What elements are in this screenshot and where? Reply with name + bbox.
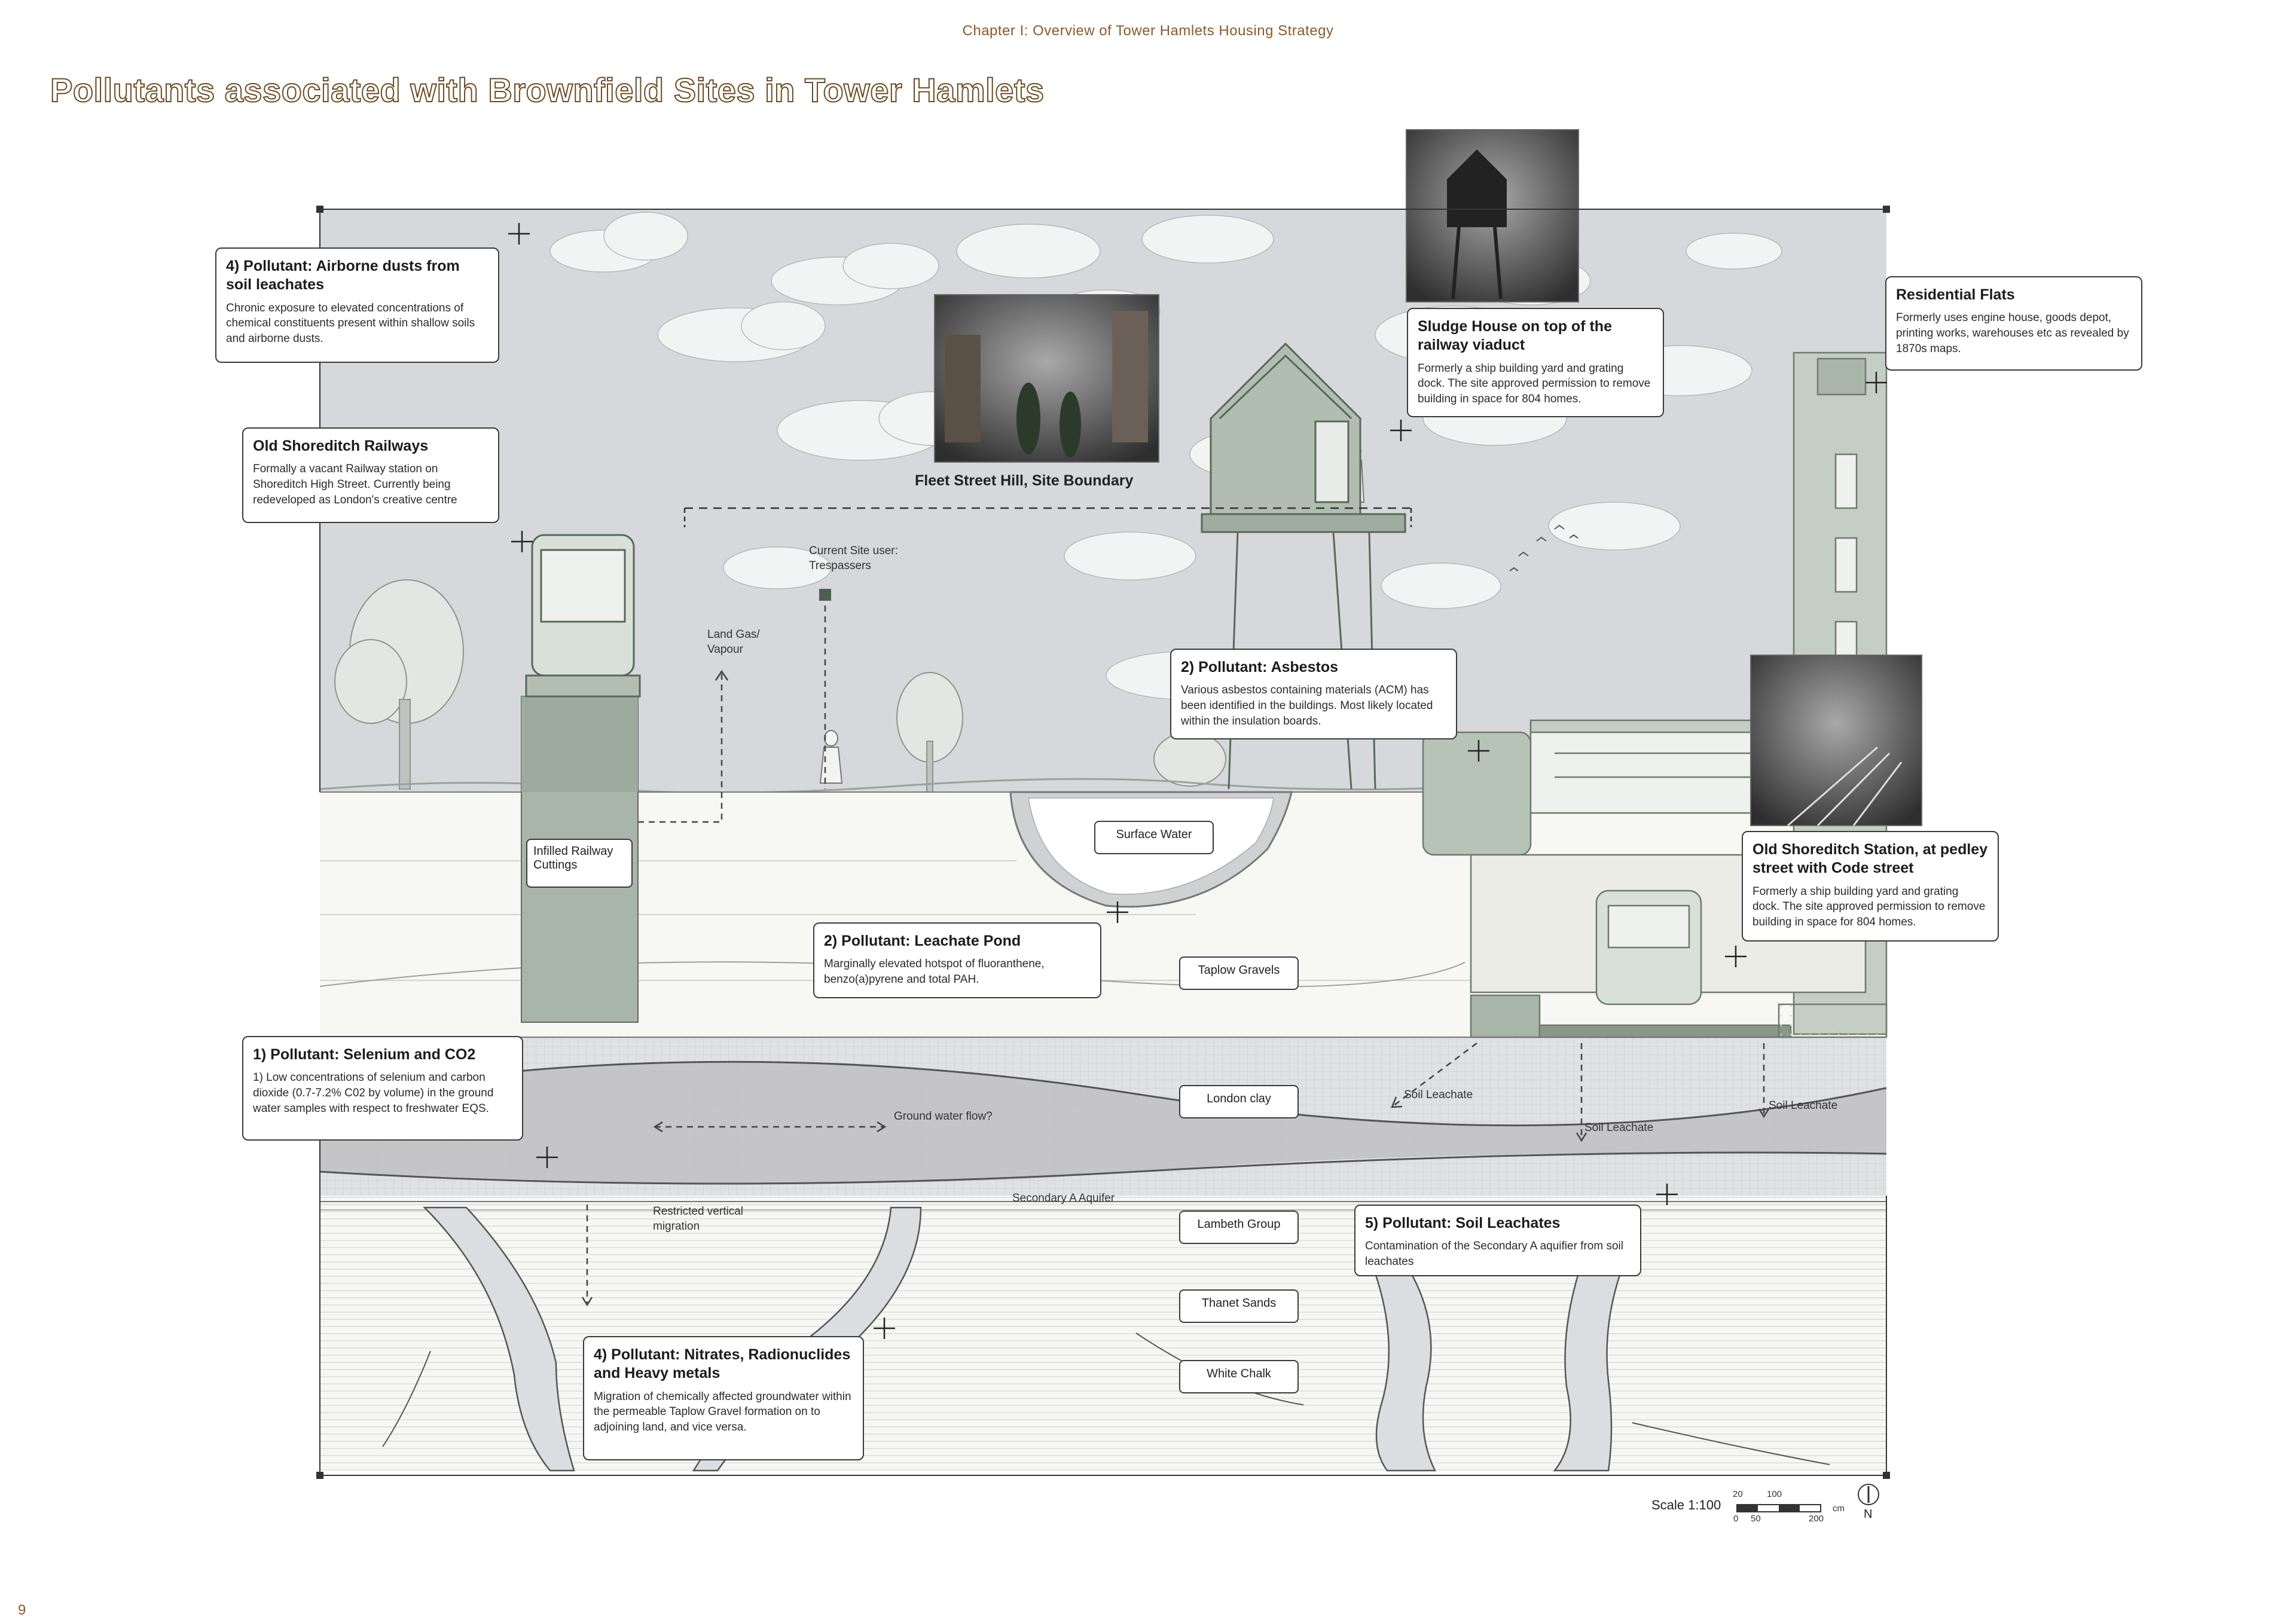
page-title: Pollutants associated with Brownfield Sites in Tower Hamlets [50, 71, 1045, 109]
callout-title: 2) Pollutant: Leachate Pond [824, 933, 1021, 949]
soil-leachate-label-1: Soil Leachate [1404, 1089, 1473, 1101]
callout-body: Chronic exposure to elevated concentrations of chemical constituents present within shallow soils and airborne dusts. [226, 301, 475, 345]
callout-asbestos [1170, 649, 1457, 739]
callout-residential-flats [1885, 276, 2142, 371]
page-number: 9 [18, 1602, 26, 1618]
callout-title: 4) Pollutant: Nitrates, Radionuclides and Heavy metals [594, 1346, 851, 1382]
callout-selenium-co2 [242, 1036, 523, 1141]
train-wagon [526, 535, 640, 696]
callout-body: Formerly a ship building yard and grating dock. The site approved permission to remove building in space for 804 homes. [1752, 885, 1986, 928]
callout-title: Sludge House on top of the railway viaduct [1418, 318, 1612, 354]
callout-nitrates [583, 1336, 864, 1460]
callout-title: 4) Pollutant: Airborne dusts from soil leachates [226, 258, 460, 294]
callout-body: 1) Low concentrations of selenium and carbon dioxide (0.7-7.2% C02 by volume) in the ground water samples with respect to freshwater EQS. [253, 1071, 494, 1115]
callout-soil-leachates [1354, 1205, 1641, 1276]
label-thanet-sands: Thanet Sands [1179, 1289, 1299, 1323]
callout-body: Marginally elevated hotspot of fluoranthene, benzo(a)pyrene and total PAH. [824, 958, 1045, 986]
soil-leachate-label-3: Soil Leachate [1769, 1099, 1838, 1112]
aquifer-label: Secondary A Aquifer [1012, 1192, 1115, 1205]
callout-sludge-house [1407, 308, 1664, 417]
ground-water-flow-label: Ground water flow? [894, 1110, 993, 1123]
scale-unit: cm [1833, 1503, 1845, 1514]
site-user-label: Current Site user: Trespassers [809, 545, 898, 572]
callout-title: Old Shoreditch Railways [253, 438, 429, 454]
callout-title: Old Shoreditch Station, at pedley street with Code street [1752, 841, 1988, 877]
scale-tick: 20 [1733, 1489, 1743, 1499]
site-boundary-label: Fleet Street Hill, Site Boundary [915, 472, 1134, 489]
callout-body: Contamination of the Secondary A aquifier from soil leachates [1365, 1240, 1623, 1268]
callout-title: 5) Pollutant: Soil Leachates [1365, 1215, 1561, 1231]
scale-tick: 100 [1767, 1489, 1782, 1499]
callout-title: 1) Pollutant: Selenium and CO2 [253, 1046, 476, 1063]
photo-shoreditch-station [1751, 655, 1922, 826]
callout-body: Formerly uses engine house, goods depot, printing works, warehouses etc as revealed by 1870s maps. [1896, 311, 2129, 355]
scale-tick: 200 [1809, 1514, 1824, 1524]
site-user-marker [819, 589, 831, 601]
chapter-heading: Chapter I: Overview of Tower Hamlets Housing Strategy [962, 23, 1334, 39]
restricted-migration-label: Restricted vertical migration [653, 1205, 743, 1233]
callout-body: Migration of chemically affected groundwater within the permeable Taplow Gravel formation on to adjoining land, and vice versa. [594, 1390, 851, 1434]
callout-body: Various asbestos containing materials (ACM) has been identified in the buildings. Most likely located within the insulation boards. [1181, 684, 1433, 728]
label-lambeth-group: Lambeth Group [1179, 1211, 1299, 1244]
callout-airborne-dusts [215, 247, 499, 363]
scale-bar [1737, 1484, 1879, 1512]
callout-shoreditch-station [1742, 831, 1999, 942]
land-gas-label: Land Gas/ Vapour [707, 628, 760, 656]
photo-sludge-house [1406, 130, 1578, 302]
scale-tick: 0 [1733, 1514, 1739, 1524]
callout-body: Formerly a ship building yard and grating dock. The site approved permission to remove building in space for 804 homes. [1418, 362, 1651, 405]
callout-leachate-pond [813, 922, 1101, 998]
label-infilled-railway: Infilled Railway Cuttings [526, 839, 633, 888]
photo-fleet-street [935, 295, 1159, 462]
soil-leachate-label-2: Soil Leachate [1584, 1121, 1654, 1134]
label-white-chalk: White Chalk [1179, 1360, 1299, 1393]
callout-title: Residential Flats [1896, 286, 2015, 303]
label-surface-water: Surface Water [1094, 821, 1214, 854]
scale-label: Scale 1:100 [1651, 1497, 1721, 1512]
scale-tick: 50 [1751, 1514, 1761, 1524]
label-taplow-gravels: Taplow Gravels [1179, 956, 1299, 990]
callout-title: 2) Pollutant: Asbestos [1181, 659, 1338, 676]
callout-shoreditch-railways [242, 427, 499, 523]
callout-body: Formally a vacant Railway station on Shoreditch High Street. Currently being redeveloped as London's creative centre [253, 463, 457, 506]
north-label: N [1864, 1508, 1873, 1521]
label-london-clay: London clay [1179, 1085, 1299, 1118]
